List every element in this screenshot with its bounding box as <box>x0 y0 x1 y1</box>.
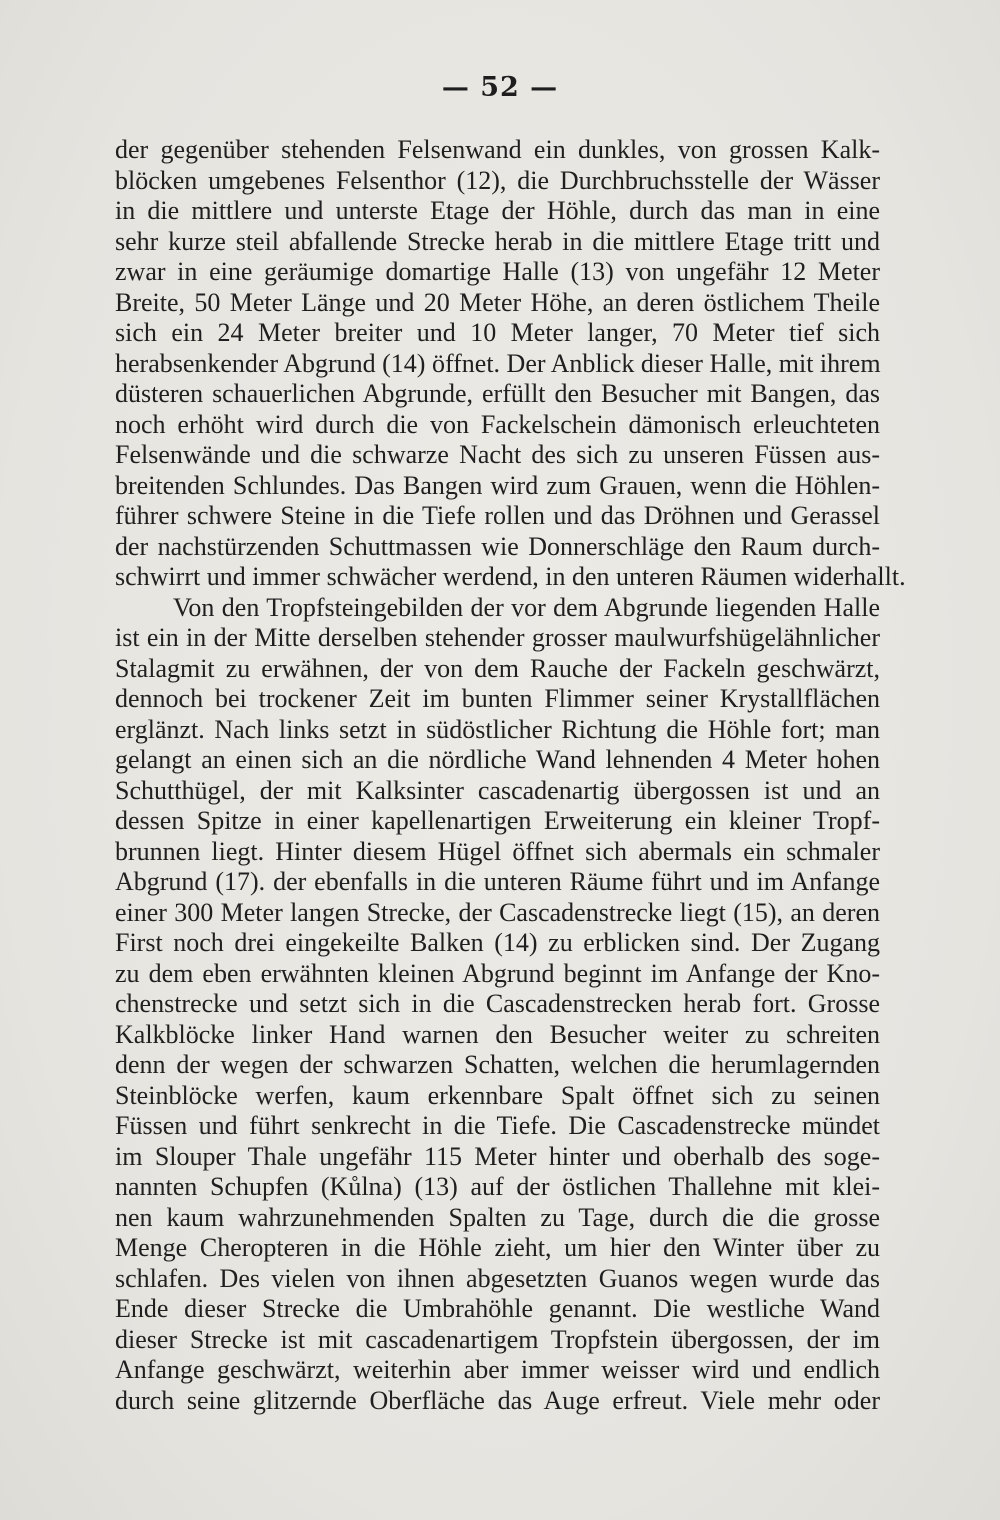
text-line: nannten Schupfen (Kůlna) (13) auf der östlichen Thallehne mit klei- <box>115 1172 880 1201</box>
text-line: blöcken umgebenes Felsenthor (12), die Durchbruchsstelle der Wässer <box>115 165 880 195</box>
text-line: Breite, 50 Meter Länge und 20 Meter Höhe, an deren östlichem Theile <box>115 287 880 317</box>
text-line: schlafen. Des vielen von ihnen abgesetzten Guanos wegen wurde das <box>115 1263 880 1293</box>
text-line: in die mittlere und unterste Etage der Höhle, durch das man in eine <box>115 196 880 225</box>
text-line: düsteren schauerlichen Abgrunde, erfüllt den Besucher mit Bangen, das <box>115 379 880 408</box>
paragraph-start-line: Von den Tropfsteingebilden der vor dem Abgrunde liegenden Halle <box>173 592 880 622</box>
text-line: Ende dieser Strecke die Umbrahöhle genannt. Die westliche Wand <box>115 1294 880 1323</box>
text-line: Menge Cheropteren in die Höhle zieht, um hier den Winter über zu <box>115 1233 880 1262</box>
text-line: einer 300 Meter langen Strecke, der Cascadenstrecke liegt (15), an deren <box>115 897 880 927</box>
text-line: Stalagmit zu erwähnen, der von dem Rauche der Fackeln geschwärzt, <box>115 653 880 683</box>
text-line: denn der wegen der schwarzen Schatten, welchen die herumlagernden <box>115 1050 880 1079</box>
text-line: im Slouper Thale ungefähr 115 Meter hinter und oberhalb des soge- <box>115 1141 880 1171</box>
text-line: Kalkblöcke linker Hand warnen den Besucher weiter zu schreiten <box>115 1019 880 1049</box>
text-line: sehr kurze steil abfallende Strecke herab in die mittlere Etage tritt und <box>115 226 880 256</box>
text-line: noch erhöht wird durch die von Fackelschein dämonisch erleuchteten <box>115 409 880 439</box>
text-line: der gegenüber stehenden Felsenwand ein dunkles, von grossen Kalk- <box>115 135 880 164</box>
text-line: ist ein in der Mitte derselben stehender grosser maulwurfshügelähnlicher <box>115 623 880 652</box>
text-line: Schutthügel, der mit Kalksinter cascadenartig übergossen ist und an <box>115 775 880 805</box>
text-line: nen kaum wahrzunehmenden Spalten zu Tage, durch die die grosse <box>115 1202 880 1232</box>
text-line: breitenden Schlundes. Das Bangen wird zum Grauen, wenn die Höhlen- <box>115 470 880 500</box>
text-line: dessen Spitze in einer kapellenartigen Erweiterung ein kleiner Tropf- <box>115 806 880 835</box>
text-line: First noch drei eingekeilte Balken (14) zu erblicken sind. Der Zugang <box>115 928 880 957</box>
text-line: Steinblöcke werfen, kaum erkennbare Spalt öffnet sich zu seinen <box>115 1080 880 1110</box>
text-line: sich ein 24 Meter breiter und 10 Meter langer, 70 Meter tief sich <box>115 318 880 347</box>
text-line: gelangt an einen sich an die nördliche Wand lehnenden 4 Meter hohen <box>115 745 880 774</box>
text-line: Anfange geschwärzt, weiterhin aber immer weisser wird und endlich <box>115 1355 880 1384</box>
text-line: chenstrecke und setzt sich in die Cascadenstrecken herab fort. Grosse <box>115 989 880 1018</box>
text-line: Abgrund (17). der ebenfalls in die unteren Räume führt und im Anfange <box>115 867 880 896</box>
text-line: Felsenwände und die schwarze Nacht des sich zu unseren Füssen aus- <box>115 440 880 469</box>
text-line: durch seine glitzernde Oberfläche das Auge erfreut. Viele mehr oder <box>115 1385 880 1415</box>
text-line: Füssen und führt senkrecht in die Tiefe. Die Cascadenstrecke mündet <box>115 1111 880 1140</box>
text-line: zwar in eine geräumige domartige Halle (13) von ungefähr 12 Meter <box>115 257 880 286</box>
text-line: dennoch bei trockener Zeit im bunten Flimmer seiner Krystallflächen <box>115 684 880 713</box>
text-line: erglänzt. Nach links setzt in südöstlicher Richtung die Höhle fort; man <box>115 714 880 744</box>
text-line: herabsenkender Abgrund (14) öffnet. Der Anblick dieser Halle, mit ihrem <box>115 348 881 378</box>
text-line: führer schwere Steine in die Tiefe rollen und das Dröhnen und Gerassel <box>115 501 880 530</box>
text-line: der nachstürzenden Schuttmassen wie Donnerschläge den Raum durch- <box>115 531 880 561</box>
text-line: zu dem eben erwähnten kleinen Abgrund beginnt im Anfange der Kno- <box>115 958 880 988</box>
text-line: brunnen liegt. Hinter diesem Hügel öffnet sich abermals ein schmaler <box>115 836 880 866</box>
page-number: — 52 — <box>441 72 559 103</box>
text-line: dieser Strecke ist mit cascadenartigem Tropfstein übergossen, der im <box>115 1324 880 1354</box>
body-text <box>115 135 906 1416</box>
text-line: schwirrt und immer schwächer werdend, in den unteren Räumen widerhallt. <box>115 562 906 591</box>
